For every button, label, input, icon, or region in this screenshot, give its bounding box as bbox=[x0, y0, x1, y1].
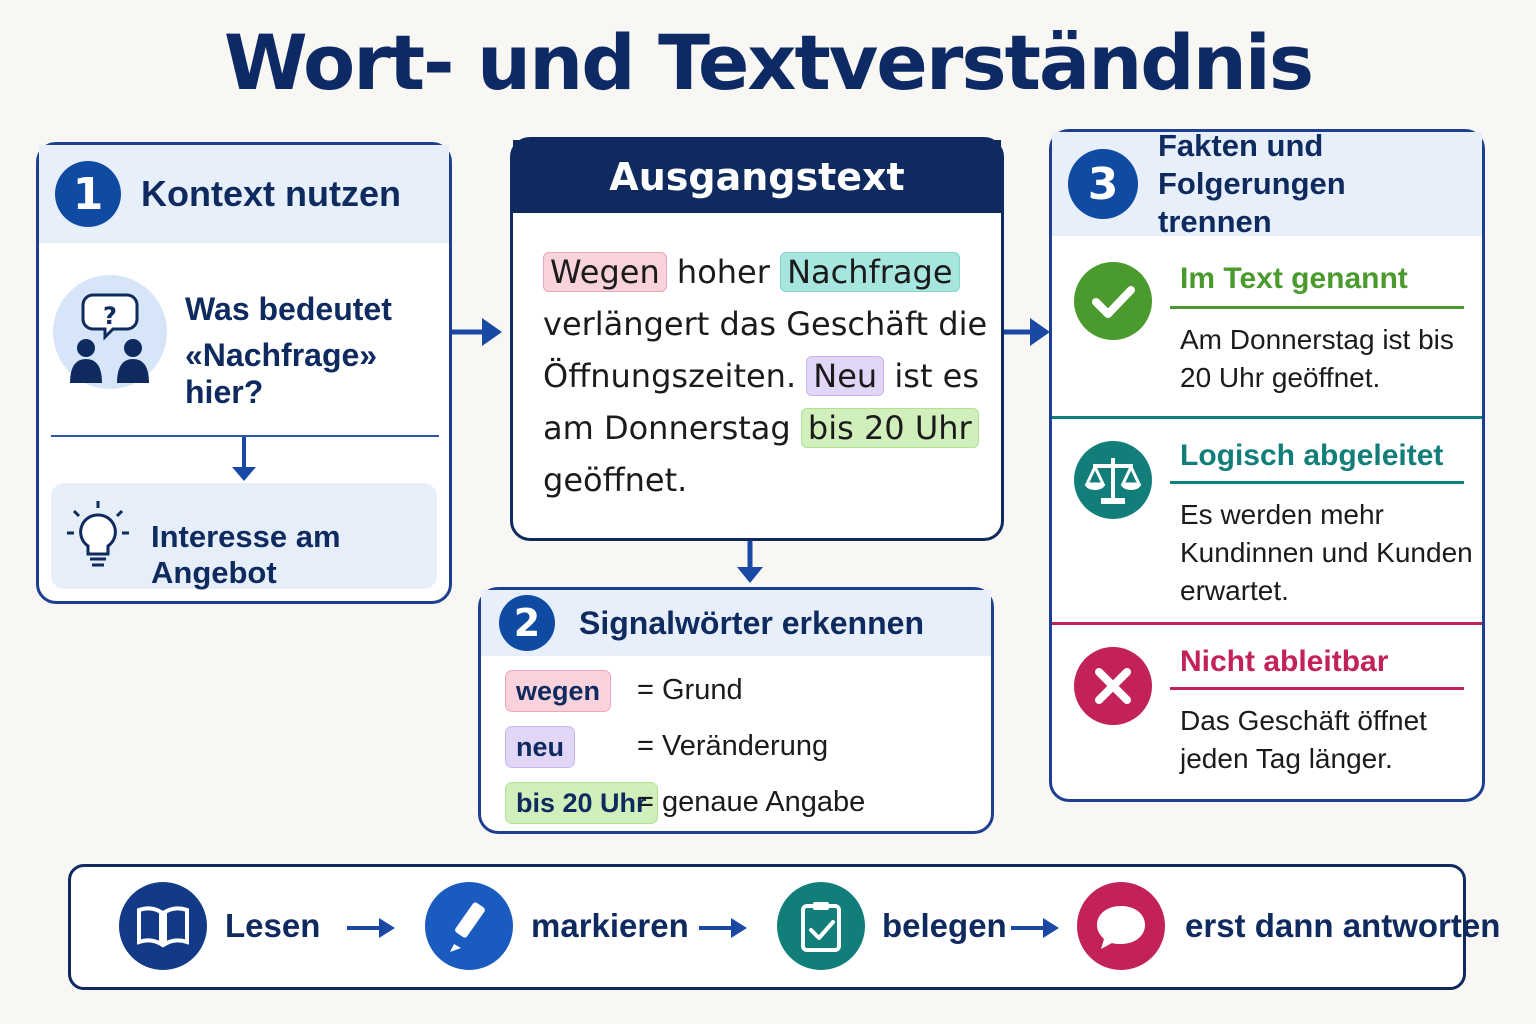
source-line-5: geöffnet. bbox=[543, 461, 688, 499]
down-arrow-icon bbox=[735, 541, 765, 585]
right-arrow-icon bbox=[347, 913, 397, 943]
context-question-line2: «Nachfrage» hier? bbox=[185, 337, 378, 410]
source-text-card bbox=[510, 137, 1004, 541]
signal-word-meaning: = Veränderung bbox=[637, 730, 829, 762]
facts-section-text: Es werden mehr bbox=[1180, 499, 1384, 530]
word-am-donnerstag: am Donnerstag bbox=[543, 409, 791, 447]
right-arrow-icon bbox=[452, 314, 504, 350]
book-icon bbox=[119, 882, 207, 970]
signal-words-card bbox=[478, 587, 994, 834]
highlight-bis-20-uhr: bis 20 Uhr bbox=[801, 408, 979, 448]
facts-section-heading: Im Text genannt bbox=[1180, 262, 1408, 295]
facts-section-text: erwartet. bbox=[1180, 575, 1289, 606]
right-arrow-icon bbox=[1004, 314, 1050, 350]
context-card bbox=[36, 142, 452, 604]
signal-word-meaning: = Grund bbox=[637, 674, 743, 706]
context-question-line1: Was bedeutet bbox=[185, 291, 392, 327]
source-line-2: verlängert das Geschäft die bbox=[543, 305, 988, 343]
word-oeffnungszeiten: Öffnungszeiten. bbox=[543, 357, 797, 395]
step-number-1: 1 bbox=[55, 161, 121, 227]
people-question-icon bbox=[53, 275, 167, 389]
process-bar bbox=[68, 864, 1501, 990]
facts-section bbox=[1052, 416, 1482, 625]
facts-section-heading: Logisch abgeleitet bbox=[1180, 439, 1444, 472]
check-icon bbox=[1074, 262, 1152, 340]
source-text-title: Ausgangstext bbox=[609, 154, 905, 199]
svg-text:?: ? bbox=[103, 302, 117, 330]
highlight-neu: Neu bbox=[806, 356, 884, 396]
signal-word-chip: neu bbox=[505, 726, 575, 768]
facts-section bbox=[1052, 622, 1482, 805]
highlight-wegen: Wegen bbox=[543, 252, 667, 292]
source-text-header bbox=[513, 140, 1001, 213]
context-answer-box bbox=[51, 483, 437, 589]
facts-title-line2: trennen bbox=[1158, 204, 1272, 239]
marker-icon bbox=[425, 882, 513, 970]
right-arrow-icon bbox=[1011, 913, 1061, 943]
process-step-label: Lesen bbox=[225, 907, 321, 944]
facts-section-text: 20 Uhr geöffnet. bbox=[1180, 362, 1381, 393]
facts-title-line1: Fakten und Folgerungen bbox=[1158, 128, 1346, 201]
facts-card-header bbox=[1052, 128, 1482, 239]
process-step-label: erst dann antworten bbox=[1185, 907, 1501, 944]
facts-section-underline bbox=[1170, 481, 1464, 484]
lightbulb-icon bbox=[65, 499, 131, 575]
context-card-header bbox=[39, 145, 449, 243]
facts-section-text: Am Donnerstag ist bis bbox=[1180, 324, 1454, 355]
facts-section bbox=[1052, 236, 1482, 416]
signal-word-chip: wegen bbox=[505, 670, 611, 712]
page-title: Wort- und Textverständnis bbox=[223, 18, 1313, 107]
facts-section-underline bbox=[1170, 687, 1464, 690]
step-number-2: 2 bbox=[499, 595, 555, 651]
facts-section-heading: Nicht ableitbar bbox=[1180, 645, 1389, 678]
right-arrow-icon bbox=[699, 913, 749, 943]
source-text-body bbox=[543, 246, 987, 506]
process-step-label: markieren bbox=[531, 907, 689, 944]
clipboard-check-icon bbox=[777, 882, 865, 970]
facts-section-underline bbox=[1170, 306, 1464, 309]
speech-bubble-icon bbox=[1077, 882, 1165, 970]
signal-words-header bbox=[481, 590, 991, 656]
signal-word-meaning: = genaue Angabe bbox=[637, 786, 866, 818]
context-card-title: Kontext nutzen bbox=[141, 173, 401, 214]
process-step-label: belegen bbox=[882, 907, 1007, 944]
cross-icon bbox=[1074, 647, 1152, 725]
down-arrow-icon bbox=[229, 437, 259, 483]
facts-card bbox=[1049, 129, 1485, 802]
facts-section-text: Kundinnen und Kunden bbox=[1180, 537, 1473, 568]
step-number-3: 3 bbox=[1068, 149, 1138, 219]
signal-word-chip: bis 20 Uhr bbox=[505, 782, 658, 824]
scale-icon bbox=[1074, 441, 1152, 519]
word-hoher: hoher bbox=[676, 253, 770, 291]
word-ist-es: ist es bbox=[894, 357, 980, 395]
context-answer: Interesse am Angebot bbox=[151, 519, 341, 590]
highlight-nachfrage: Nachfrage bbox=[780, 252, 959, 292]
facts-section-text: Das Geschäft öffnet bbox=[1180, 705, 1427, 736]
facts-section-text: jeden Tag länger. bbox=[1180, 743, 1393, 774]
signal-words-title: Signalwörter erkennen bbox=[579, 604, 924, 641]
